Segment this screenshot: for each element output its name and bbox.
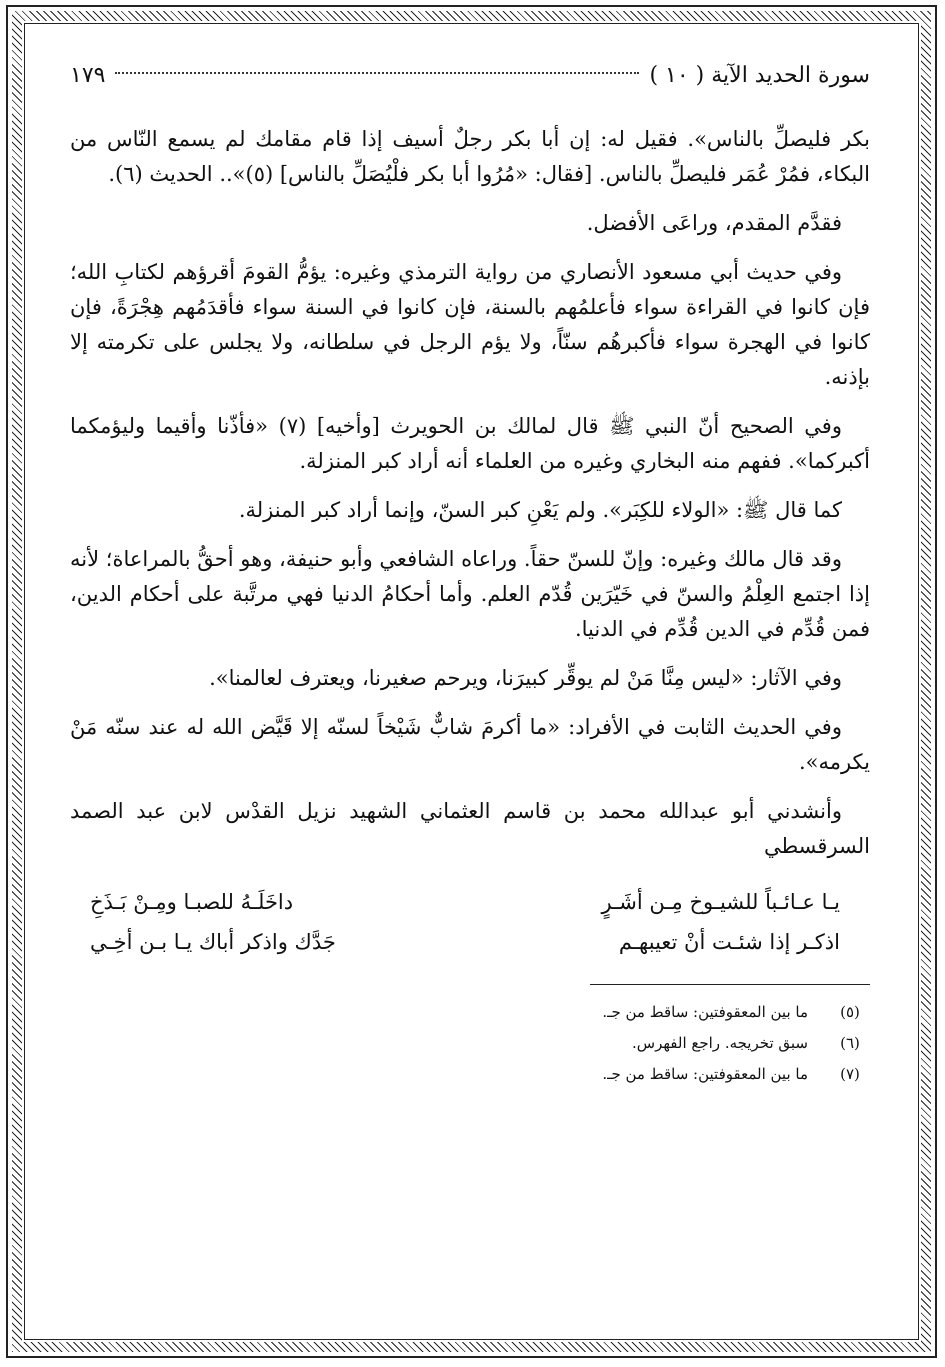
main-text: [70, 122, 870, 864]
footnote: [70, 1059, 870, 1090]
footnote: [70, 1028, 870, 1059]
poem-verse: [70, 882, 870, 922]
footnote-number: (٦): [840, 1034, 860, 1052]
paragraph: وأنشدني أبو عبدالله محمد بن قاسم العثماني الشهيد نزيل القدْس لابن عبد الصمد السرقسطي: [70, 799, 870, 858]
footnote-separator: [590, 984, 870, 985]
header-dot-leader: [115, 72, 639, 74]
book-page: [70, 50, 870, 1300]
footnote-number: (٥): [840, 1003, 860, 1021]
poem-verse: [70, 922, 870, 962]
paragraph: وفي الصحيح أنّ النبي ﷺ قال لمالك بن الحويرث [وأخيه] (٧) «فأذّنا وأقيما وليؤمكما أكبركما». ففهم منه البخاري وغيره من العلماء أنه أراد كبر المنزلة.: [70, 414, 870, 473]
running-header: [70, 50, 870, 102]
paragraph: فقدَّم المقدم، وراعَى الأفضل.: [586, 211, 842, 235]
footnote-text: سبق تخريجه. راجع الفهرس.: [632, 1034, 808, 1052]
paragraph: وفي الآثار: «ليس مِنَّا مَنْ لم يوقِّر كبيرَنا، ويرحم صغيرنا، ويعترف لعالمنا».: [209, 666, 842, 690]
paragraph: بكر فليصلِّ بالناس». فقيل له: إن أبا بكر رجلٌ أسيف إذا قام مقامك لم يسمع النّاس من البكاء، فمُرْ عُمَر فليصلِّ بالناس. [فقال: «مُرُوا أبا بكر فلْيُصَلِّ بالناس] (٥)».. الحديث (٦).: [70, 127, 870, 186]
poem: [70, 882, 870, 962]
paragraph: كما قال ﷺ: «الولاء للكِبَر». ولم يَعْنِ كبر السنّ، وإنما أراد كبر المنزلة.: [238, 498, 842, 522]
verse-second-hemistich: جَدَّك واذكر أباك يـا بـن أخِـي: [90, 930, 336, 954]
verse-first-hemistich: يـا عـائـباً للشيـوخ مِـن أشَـرٍ: [601, 890, 840, 914]
verse-second-hemistich: داخَلَـهُ للصبـا ومِـنْ بَـذَخِ: [90, 890, 294, 914]
footnotes: [70, 997, 870, 1090]
footnote-number: (٧): [840, 1065, 860, 1083]
verse-first-hemistich: اذكـر إذا شئـت أنْ تعيبهـم: [618, 930, 840, 954]
footnote: [70, 997, 870, 1028]
header-title: سورة الحديد الآية ( ١٠ ): [649, 63, 870, 88]
page-number: ١٧٩: [70, 63, 106, 88]
paragraph: وقد قال مالك وغيره: وإنّ للسنّ حقاً. وراعاه الشافعي وأبو حنيفة، وهو أحقُّ بالمراعاة؛ لأنه إذا اجتمع العِلْمُ والسنّ في خَيّرَين قُدّم العلم. وأما أحكامُ الدنيا فهي مرتَّبة على أحكام الدين، فمن قُدِّم في الدين قُدِّم في الدنيا.: [70, 547, 870, 641]
footnote-text: ما بين المعقوفتين: ساقط من جـ.: [602, 1065, 808, 1083]
paragraph: وفي الحديث الثابت في الأفراد: «ما أكرمَ شابٌّ شَيْخاً لسنّه إلا قَيَّض الله له عند سنّه مَنْ يكرمه».: [70, 715, 870, 774]
paragraph: وفي حديث أبي مسعود الأنصاري من رواية الترمذي وغيره: يؤمُّ القومَ أقرؤهم لكتابِ الله؛ فإن كانوا في القراءة سواء فأعلمُهم بالسنة، فإن كانوا في السنة سواء فأقدَمُهم هِجْرَةً، فإن كانوا في الهجرة سواء فأكبرهُم سنّاً، ولا يؤم الرجل في سلطانه، ولا يجلس على تكرمته إلا بإذنه.: [70, 260, 870, 389]
footnote-text: ما بين المعقوفتين: ساقط من جـ.: [602, 1003, 808, 1021]
